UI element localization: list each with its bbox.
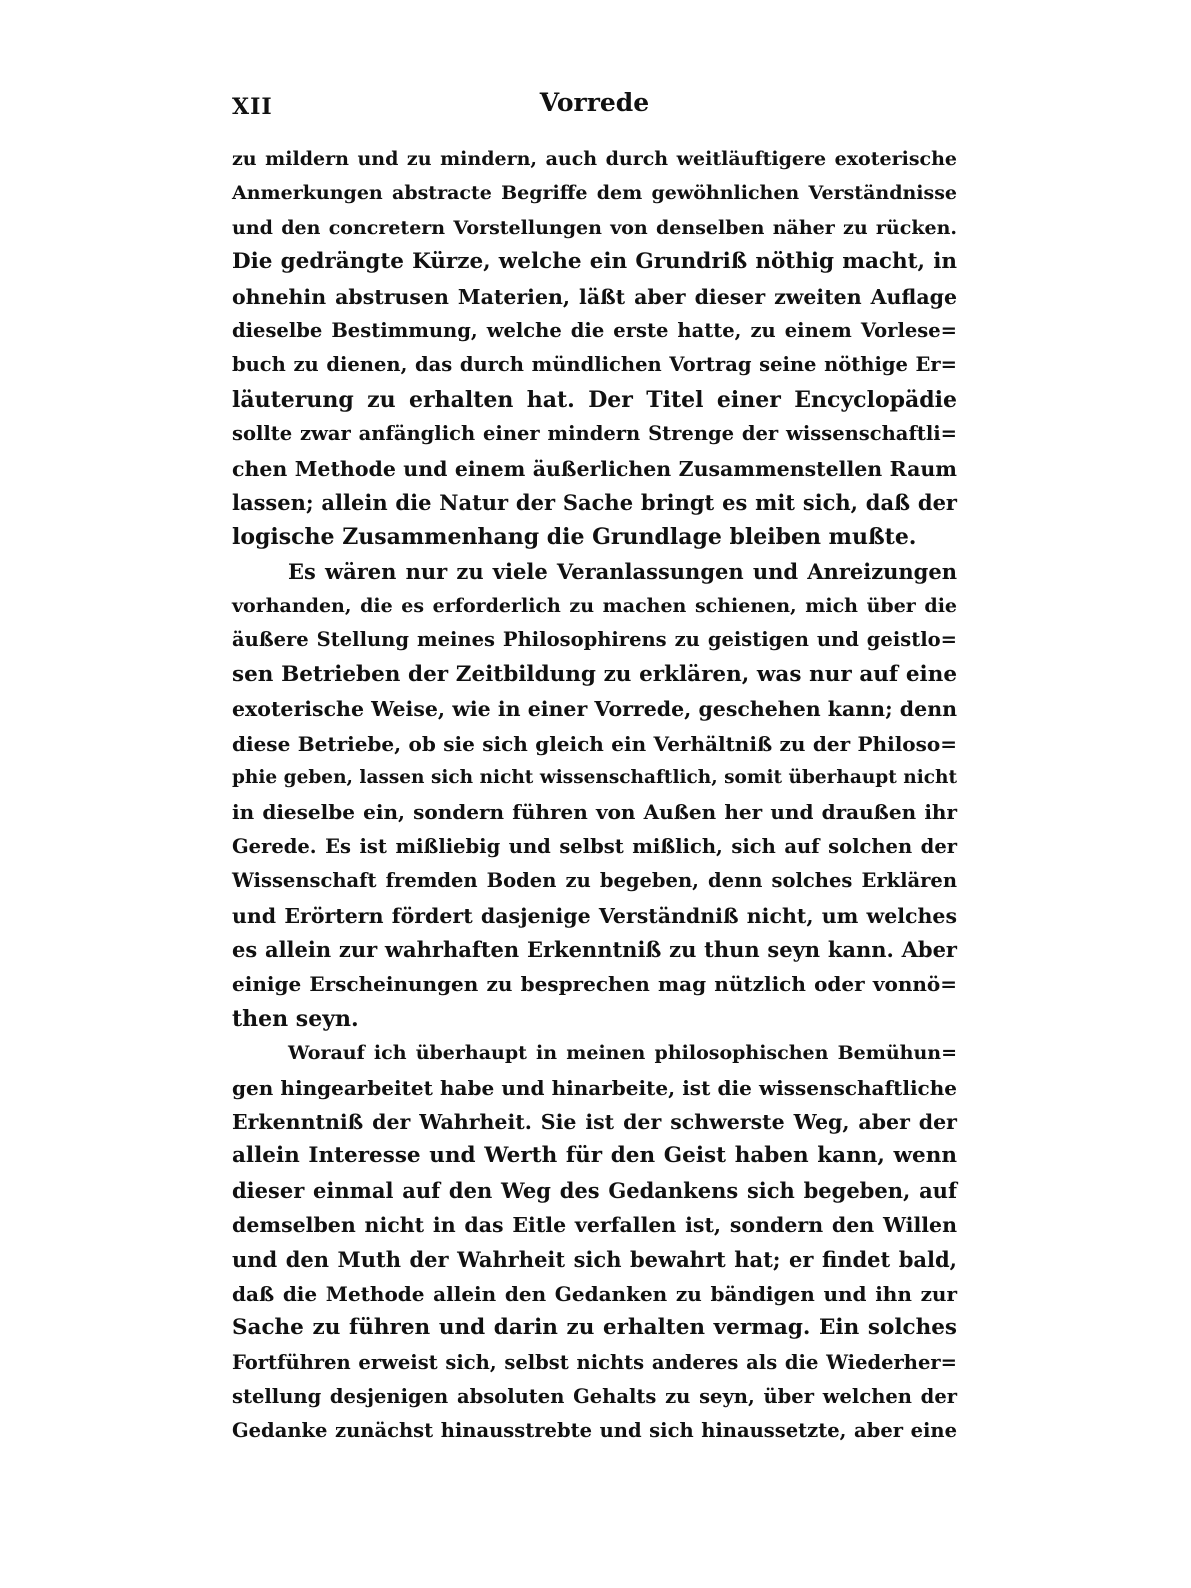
body-text (232, 142, 957, 1449)
text-line: Wissenschaft fremden Boden zu begeben, denn solches Erklären (232, 869, 957, 893)
text-line: vorhanden, die es erforderlich zu machen schienen, mich über die (232, 595, 957, 618)
text-line: und Erörtern fördert dasjenige Verständniß nicht, um welches (232, 903, 957, 928)
text-line: Anmerkungen abstracte Begriffe dem gewöhnlichen Verständnisse (232, 182, 957, 205)
text-line: Sache zu führen und darin zu erhalten vermag. Ein solches (232, 1315, 957, 1341)
text-line: dieselbe Bestimmung, welche die erste hatte, zu einem Vorlese= (232, 318, 957, 342)
text-line: in dieselbe ein, sondern führen von Außen her und draußen ihr (232, 800, 957, 825)
running-head: Vorrede (539, 88, 650, 117)
text-line: ohnehin abstrusen Materien, läßt aber dieser zweiten Auflage (232, 284, 957, 309)
text-line: then seyn. (232, 1005, 359, 1032)
text-line: Fortführen erweist sich, selbst nichts anderes als die Wiederher= (232, 1350, 957, 1374)
text-line: Worauf ich überhaupt in meinen philosophischen Bemühun= (288, 1042, 957, 1065)
text-line: daß die Methode allein den Gedanken zu bändigen und ihn zur (232, 1281, 957, 1306)
text-line: demselben nicht in das Eitle verfallen ist, sondern den Willen (232, 1213, 957, 1238)
text-line: allein Interesse und Werth für den Geist haben kann, wenn (232, 1143, 957, 1169)
text-line: läuterung zu erhalten hat. Der Titel einer Encyclopädie (232, 386, 957, 413)
text-line: gen hingearbeitet habe und hinarbeite, ist die wissenschaftliche (232, 1075, 957, 1100)
text-line: einige Erscheinungen zu besprechen mag nützlich oder vonnö= (232, 972, 957, 997)
text-line: und den concretern Vorstellungen von denselben näher zu rücken. (232, 216, 957, 239)
text-line: diese Betriebe, ob sie sich gleich ein Verhältniß zu der Philoso= (232, 731, 957, 756)
text-line: chen Methode und einem äußerlichen Zusammenstellen Raum (232, 456, 957, 481)
text-line: stellung desjenigen absoluten Gehalts zu seyn, über welchen der (232, 1385, 957, 1409)
text-line: und den Muth der Wahrheit sich bewahrt hat; er findet bald, (232, 1246, 957, 1272)
text-line: Gedanke zunächst hinausstrebte und sich hinaussetzte, aber eine (232, 1419, 957, 1443)
text-line: exoterische Weise, wie in einer Vorrede, geschehen kann; denn (232, 697, 957, 722)
text-line: Gerede. Es ist mißliebig und selbst mißlich, sich auf solchen der (232, 834, 957, 858)
text-line: Die gedrängte Kürze, welche ein Grundriß nöthig macht, in (232, 249, 957, 275)
text-line: phie geben, lassen sich nicht wissenschaftlich, somit überhaupt nicht (232, 767, 957, 789)
text-line: es allein zur wahrhaften Erkenntniß zu thun seyn kann. Aber (232, 936, 957, 962)
text-line: zu mildern und zu mindern, auch durch weitläuftigere exoterische (232, 148, 957, 170)
text-line: Es wären nur zu viele Veranlassungen und Anreizungen (288, 558, 957, 584)
text-line: dieser einmal auf den Weg des Gedankens sich begeben, auf (232, 1177, 957, 1203)
text-line: buch zu dienen, das durch mündlichen Vortrag seine nöthige Er= (232, 353, 957, 377)
page-header (232, 88, 957, 128)
text-line: äußere Stellung meines Philosophirens zu geistigen und geistlo= (232, 628, 957, 652)
text-line: logische Zusammenhang die Grundlage bleiben mußte. (232, 524, 917, 551)
text-line: lassen; allein die Natur der Sache bringt es mit sich, daß der (232, 489, 957, 515)
text-line: sen Betrieben der Zeitbildung zu erklären, was nur auf eine (232, 661, 957, 687)
page-number: XII (232, 94, 273, 120)
text-line: sollte zwar anfänglich einer mindern Strenge der wissenschaftli= (232, 422, 957, 446)
text-line: Erkenntniß der Wahrheit. Sie ist der schwerste Weg, aber der (232, 1109, 957, 1134)
